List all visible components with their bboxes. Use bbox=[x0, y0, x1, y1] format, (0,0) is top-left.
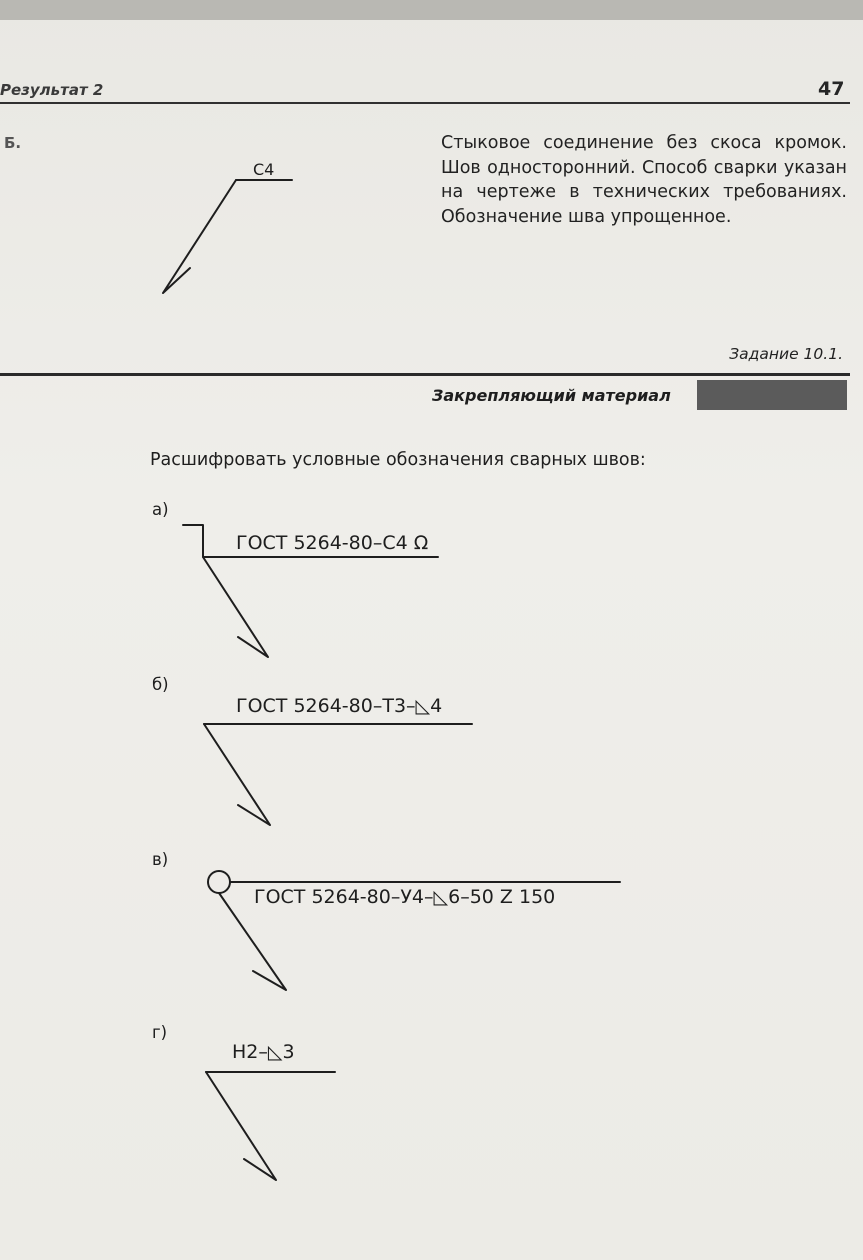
section-title: Закрепляющий материал bbox=[432, 386, 671, 405]
item-label-a: а) bbox=[152, 500, 169, 519]
weld-designation-a-text: ГОСТ 5264-80–С4 bbox=[236, 532, 414, 554]
convex-seam-symbol: Ω bbox=[413, 532, 429, 554]
item-label-v: в) bbox=[152, 850, 169, 869]
example-weld-label: С4 bbox=[253, 160, 275, 179]
weld-designation-v: ГОСТ 5264-80–У4–◺6–50 Z 150 bbox=[254, 886, 556, 908]
all-around-circle bbox=[208, 871, 230, 893]
example-leader-line bbox=[163, 180, 292, 293]
leader-line-a bbox=[183, 525, 438, 657]
weld-designation-g: Н2–◺3 bbox=[232, 1041, 295, 1063]
task-instruction: Расшифровать условные обозначения сварных швов: bbox=[150, 450, 646, 470]
leg-size-symbol: ◺4 bbox=[415, 695, 443, 717]
page-number: 47 bbox=[818, 78, 845, 100]
item-label-g: г) bbox=[152, 1023, 168, 1042]
leader-line-g bbox=[206, 1072, 335, 1180]
task-reference: Задание 10.1. bbox=[729, 345, 843, 363]
item-label-b: б) bbox=[152, 675, 169, 694]
leader-line-b bbox=[204, 724, 472, 825]
running-header: Результат 2 bbox=[0, 81, 104, 99]
margin-mark: Б. bbox=[4, 134, 22, 152]
example-description: Стыковое соединение без скоса кромок. Шов односторонний. Способ сварки указан на чертеже в технических требованиях. Обозначение шва упрощенное. bbox=[441, 133, 847, 227]
leader-line-v bbox=[208, 871, 620, 990]
weld-designation-b-text: ГОСТ 5264-80–Т3– bbox=[236, 695, 416, 717]
